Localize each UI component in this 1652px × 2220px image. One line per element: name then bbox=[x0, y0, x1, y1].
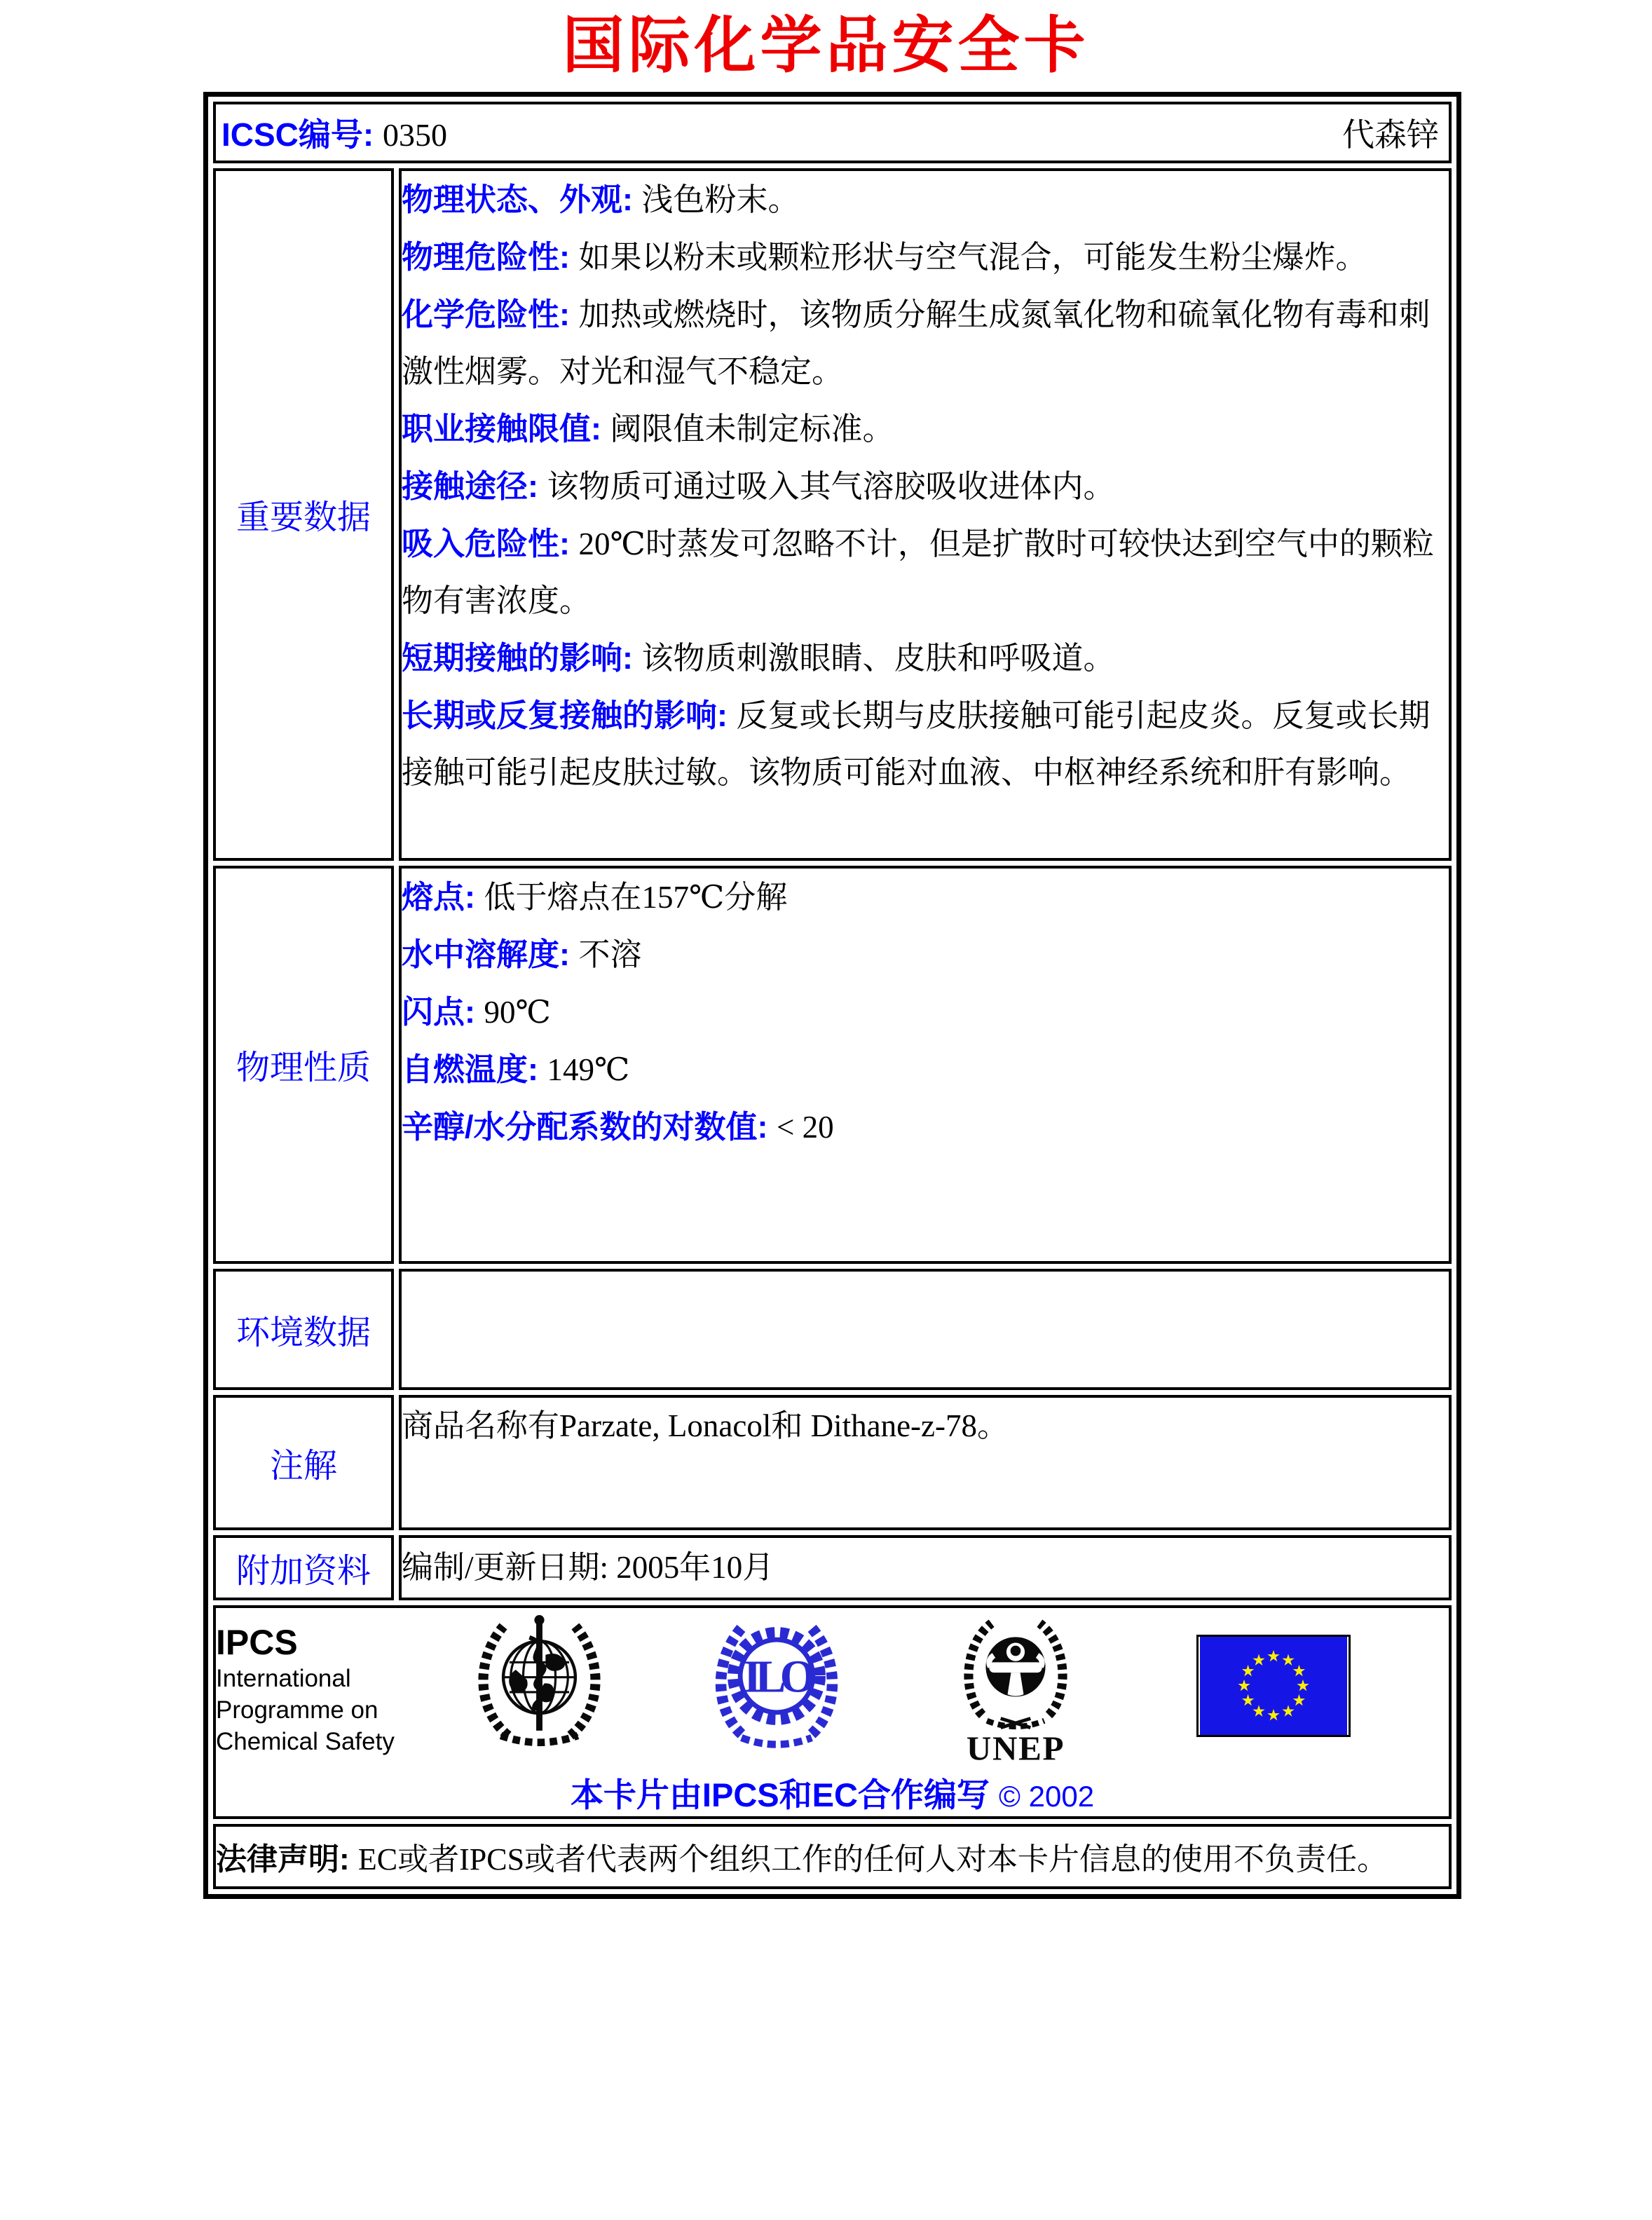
footer-caption-line bbox=[216, 1769, 1449, 1816]
entry-label: 辛醇/水分配系数的对数值: bbox=[402, 1108, 777, 1145]
entry-line bbox=[402, 983, 1449, 1041]
section-label-notes: 注解 bbox=[213, 1395, 394, 1530]
section-label-additional-info: 附加资料 bbox=[213, 1535, 394, 1600]
section-label-environmental-data: 环境数据 bbox=[213, 1269, 394, 1390]
section-row-environmental-data bbox=[213, 1269, 1452, 1390]
section-content-physical-properties bbox=[399, 866, 1452, 1264]
chemical-name: 代森锌 bbox=[1342, 116, 1439, 153]
entry-label: 长期或反复接触的影响: bbox=[402, 697, 737, 733]
legal-row bbox=[213, 1824, 1452, 1889]
footer-copyright: © 2002 bbox=[999, 1779, 1095, 1813]
who-logo-icon bbox=[471, 1611, 608, 1751]
icsc-number-label: ICSC编号: bbox=[221, 116, 383, 153]
entry-text: 浅色粉末。 bbox=[641, 182, 800, 217]
entry-line bbox=[402, 869, 1449, 926]
unep-logo-icon bbox=[953, 1609, 1079, 1768]
entry-label: 闪点: bbox=[402, 993, 484, 1030]
entry-text: 编制/更新日期: 2005年10月 bbox=[402, 1549, 774, 1585]
entry-text: 149℃ bbox=[547, 1051, 630, 1087]
entry-text: 该物质可通过吸入其气溶胶吸收进体内。 bbox=[547, 468, 1115, 504]
ipcs-text-block bbox=[216, 1608, 404, 1757]
entry-text: 低于熔点在157℃分解 bbox=[484, 879, 788, 915]
entry-label: 物理状态、外观: bbox=[402, 181, 642, 217]
footer-row bbox=[213, 1605, 1452, 1819]
entry-label: 短期接触的影响: bbox=[402, 639, 642, 676]
section-content-additional-info bbox=[399, 1535, 1452, 1600]
entry-line bbox=[402, 1098, 1449, 1156]
ilo-logo-icon bbox=[710, 1611, 843, 1755]
entry-line bbox=[402, 687, 1449, 801]
ipcs-subtitle-line: Programme on bbox=[216, 1696, 378, 1724]
entry-line bbox=[402, 229, 1449, 286]
entry-line bbox=[402, 458, 1449, 515]
entry-text: 20℃时蒸发可忽略不计，但是扩散时可较快达到空气中的颗粒物有害浓度。 bbox=[402, 526, 1434, 618]
icsc-table bbox=[208, 97, 1456, 1894]
ipcs-title: IPCS bbox=[216, 1622, 298, 1662]
footer-caption: 本卡片由IPCS和EC合作编写 bbox=[570, 1776, 990, 1813]
section-content-environmental-data bbox=[399, 1269, 1452, 1390]
ipcs-subtitle-line: Chemical Safety bbox=[216, 1727, 395, 1755]
entry-label: 自燃温度: bbox=[402, 1051, 547, 1087]
entry-label: 接触途径: bbox=[402, 468, 547, 504]
entry-label: 熔点: bbox=[402, 878, 484, 915]
legal-label: 法律声明: bbox=[216, 1842, 358, 1877]
section-content-notes bbox=[399, 1395, 1452, 1530]
entry-text: 阈限值未制定标准。 bbox=[610, 411, 894, 447]
entry-label: 职业接触限值: bbox=[402, 410, 610, 447]
icsc-card bbox=[203, 92, 1461, 1899]
legal-text: EC或者IPCS或者代表两个组织工作的任何人对本卡片信息的使用不负责任。 bbox=[357, 1842, 1388, 1877]
section-content-important-data bbox=[399, 168, 1452, 861]
entry-line bbox=[402, 1041, 1449, 1098]
section-row-important-data bbox=[213, 168, 1452, 861]
unep-wordmark-text: UNEP bbox=[966, 1729, 1065, 1768]
entry-text: 90℃ bbox=[484, 994, 551, 1030]
entry-line bbox=[402, 171, 1449, 229]
section-row-additional-info bbox=[213, 1535, 1452, 1600]
icsc-number-group bbox=[221, 109, 447, 156]
footer-logos bbox=[216, 1608, 1449, 1768]
entry-line bbox=[402, 286, 1449, 400]
section-label-important-data: 重要数据 bbox=[213, 168, 394, 861]
entry-text: 加热或燃烧时，该物质分解生成氮氧化物和硫氧化物有毒和刺激性烟雾。对光和湿气不稳定。 bbox=[402, 297, 1431, 389]
entry-line bbox=[402, 1539, 1449, 1596]
entry-label: 物理危险性: bbox=[402, 238, 579, 275]
entry-line bbox=[402, 515, 1449, 629]
ilo-monogram-text: ILO bbox=[743, 1652, 810, 1703]
entry-label: 水中溶解度: bbox=[402, 936, 579, 972]
entry-text: 该物质刺激眼睛、皮肤和呼吸道。 bbox=[641, 640, 1115, 676]
entry-text: 商品名称有Parzate, Lonacol和 Dithane-z-78。 bbox=[402, 1408, 1009, 1443]
entry-text: 如果以粉末或颗粒形状与空气混合，可能发生粉尘爆炸。 bbox=[578, 239, 1367, 275]
icsc-number-row bbox=[216, 104, 1449, 161]
entry-text: < 20 bbox=[777, 1109, 834, 1145]
entry-text: 反复或长期与皮肤接触可能引起皮炎。反复或长期接触可能引起皮肤过敏。该物质可能对血液、中枢神经系统和肝有影响。 bbox=[402, 697, 1431, 790]
ipcs-subtitle-line: International bbox=[216, 1664, 351, 1692]
section-row-physical-properties bbox=[213, 866, 1452, 1264]
entry-label: 化学危险性: bbox=[402, 296, 579, 332]
eu-flag-icon bbox=[1196, 1635, 1351, 1737]
section-label-physical-properties: 物理性质 bbox=[213, 866, 394, 1264]
entry-line bbox=[402, 400, 1449, 458]
header-row bbox=[213, 102, 1452, 163]
entry-line bbox=[402, 926, 1449, 983]
section-row-notes bbox=[213, 1395, 1452, 1530]
entry-line bbox=[402, 1398, 1449, 1455]
entry-text: 不溶 bbox=[578, 937, 642, 972]
page-title: 国际化学品安全卡 bbox=[562, 11, 1090, 80]
icsc-number-value: 0350 bbox=[383, 116, 447, 153]
entry-line bbox=[402, 629, 1449, 687]
entry-label: 吸入危险性: bbox=[402, 525, 579, 561]
